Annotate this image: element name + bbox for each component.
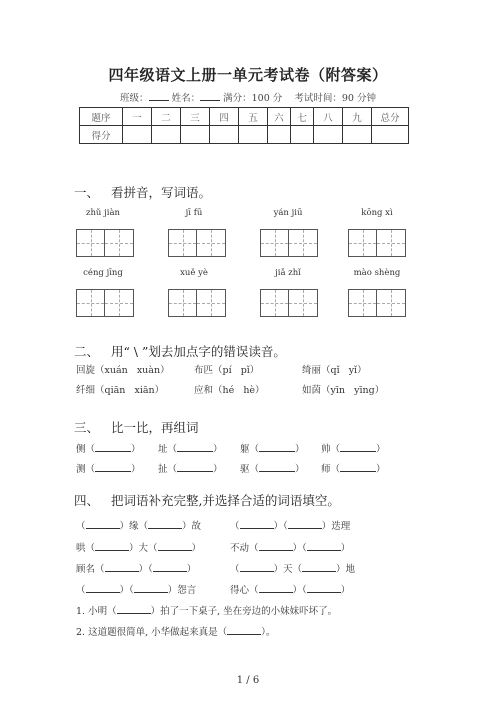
answer-blank[interactable] <box>240 519 274 529</box>
section-number: 一、 <box>74 185 100 200</box>
score-table-header-row <box>80 108 409 126</box>
answer-blank[interactable] <box>177 442 213 452</box>
word-group-item: 侧（ ） <box>76 444 141 455</box>
pinyin-label: zhǔ jiàn <box>85 208 121 218</box>
score-table-score-row <box>80 126 409 144</box>
name-blank[interactable] <box>200 91 220 101</box>
idiom-item: （ ）天（ ）地 <box>230 564 356 575</box>
pronunciation-item: 应和（hé hè） <box>194 385 265 396</box>
score-header-cell: 三 <box>181 108 210 126</box>
pinyin-label: mào shèng <box>353 268 401 278</box>
section-4-heading <box>74 491 340 509</box>
score-header-cell: 一 <box>123 108 152 126</box>
idiom-item: （ ）（ ）迭理 <box>230 521 351 532</box>
pinyin-label: céng jīng <box>83 268 123 278</box>
name-label: 姓名： <box>171 93 201 104</box>
fill-in-question: 1. 小明（ ）拍了一下桌子, 坐在旁边的小妹妹吓坏了。 <box>76 606 338 617</box>
pronunciation-item: 如茵（yīn yīng） <box>302 385 385 396</box>
score-header-cell: 总分 <box>372 108 409 126</box>
answer-blank[interactable] <box>95 541 129 551</box>
writing-grid[interactable] <box>76 289 134 317</box>
answer-blank[interactable] <box>117 604 151 614</box>
answer-blank[interactable] <box>302 562 336 572</box>
pronunciation-item: 绮丽（qǐ yǐ） <box>302 365 367 376</box>
writing-grid[interactable] <box>260 229 318 257</box>
section-number: 四、 <box>74 493 100 508</box>
section-number: 二、 <box>74 344 100 359</box>
score-header-cell: 二 <box>152 108 181 126</box>
section-3-heading <box>74 418 198 436</box>
writing-grid[interactable] <box>348 229 406 257</box>
answer-blank[interactable] <box>259 462 295 472</box>
idiom-item: 得心（ ）（ ） <box>230 585 351 596</box>
word-group-item: 帅（ ） <box>321 444 386 455</box>
pinyin-label: jī fū <box>185 208 203 218</box>
page-number: 1 / 6 <box>236 675 260 686</box>
answer-blank[interactable] <box>148 519 182 529</box>
answer-blank[interactable] <box>153 562 187 572</box>
section-1-heading <box>74 183 211 201</box>
pronunciation-item: 回旋（xuán xuàn） <box>76 365 170 376</box>
word-group-item: 址（ ） <box>158 444 223 455</box>
score-cell[interactable] <box>372 126 409 144</box>
exam-info-line <box>0 90 496 104</box>
score-cell[interactable] <box>181 126 210 144</box>
answer-blank[interactable] <box>134 583 168 593</box>
score-cell[interactable] <box>152 126 181 144</box>
writing-grid[interactable] <box>76 229 134 257</box>
answer-blank[interactable] <box>95 442 131 452</box>
score-header-cell: 八 <box>314 108 343 126</box>
pinyin-label: kōng xì <box>361 208 393 218</box>
exam-time: 考试时间：90 分钟 <box>294 93 376 104</box>
answer-blank[interactable] <box>340 462 376 472</box>
pinyin-label: yán jiū <box>273 208 303 218</box>
word-group-item: 测（ ） <box>76 464 141 475</box>
section-title: 比一比，再组词 <box>110 420 199 435</box>
score-header-cell: 题序 <box>80 108 123 126</box>
pronunciation-item: 布匹（pí pǐ） <box>194 365 260 376</box>
answer-blank[interactable] <box>307 541 341 551</box>
score-header-cell: 九 <box>343 108 372 126</box>
writing-grid[interactable] <box>260 289 318 317</box>
score-table <box>79 107 409 144</box>
score-cell[interactable] <box>123 126 152 144</box>
answer-blank[interactable] <box>177 462 213 472</box>
answer-blank[interactable] <box>86 583 120 593</box>
idiom-item: 哄（ ）大（ ） <box>76 543 202 554</box>
word-group-item: 扯（ ） <box>158 464 223 475</box>
score-row-label: 得分 <box>80 126 123 144</box>
section-title: 用“ \ ”划去加点字的错误读音。 <box>110 344 286 359</box>
writing-grid[interactable] <box>168 229 226 257</box>
answer-blank[interactable] <box>288 519 322 529</box>
answer-blank[interactable] <box>307 583 341 593</box>
section-number: 三、 <box>74 420 100 435</box>
page-title: 四年级语文上册一单元考试卷（附答案） <box>108 66 388 84</box>
word-group-item: 师（ ） <box>321 464 386 475</box>
writing-grid[interactable] <box>348 289 406 317</box>
idiom-item: （ ）（ ）怨言 <box>76 585 197 596</box>
word-group-item: 驱（ ） <box>240 464 305 475</box>
score-cell[interactable] <box>239 126 268 144</box>
score-header-cell: 四 <box>210 108 239 126</box>
full-score: 满分：100 分 <box>223 93 283 104</box>
answer-blank[interactable] <box>259 442 295 452</box>
score-header-cell: 五 <box>239 108 268 126</box>
answer-blank[interactable] <box>95 462 131 472</box>
class-blank[interactable] <box>149 91 169 101</box>
score-cell[interactable] <box>291 126 314 144</box>
section-2-heading <box>74 342 286 360</box>
pinyin-label: xuě yè <box>180 268 208 278</box>
answer-blank[interactable] <box>259 583 293 593</box>
answer-blank[interactable] <box>86 519 120 529</box>
fill-in-question: 2. 这道题很简单, 小华做起来真是（ ）。 <box>76 627 276 638</box>
score-header-cell: 七 <box>291 108 314 126</box>
class-label: 班级： <box>120 93 149 104</box>
word-group-item: 躯（ ） <box>240 444 305 455</box>
score-cell[interactable] <box>268 126 291 144</box>
idiom-item: 顾名（ ）（ ） <box>76 564 197 575</box>
answer-blank[interactable] <box>340 442 376 452</box>
answer-blank[interactable] <box>227 625 261 635</box>
section-title: 把词语补充完整,并选择合适的词语填空。 <box>110 493 340 508</box>
answer-blank[interactable] <box>158 541 192 551</box>
score-header-cell: 六 <box>268 108 291 126</box>
answer-blank[interactable] <box>105 562 139 572</box>
writing-grid[interactable] <box>168 289 226 317</box>
section-title: 看拼音，写词语。 <box>110 185 211 200</box>
answer-blank[interactable] <box>259 541 293 551</box>
pinyin-label: jiǎ zhǐ <box>275 268 301 278</box>
pronunciation-item: 纤细（qiān xiān） <box>76 385 165 396</box>
score-cell[interactable] <box>314 126 343 144</box>
score-cell[interactable] <box>343 126 372 144</box>
answer-blank[interactable] <box>240 562 274 572</box>
idiom-item: 不动（ ）（ ） <box>230 543 351 554</box>
idiom-item: （ ）缘（ ）故 <box>76 521 202 532</box>
score-cell[interactable] <box>210 126 239 144</box>
